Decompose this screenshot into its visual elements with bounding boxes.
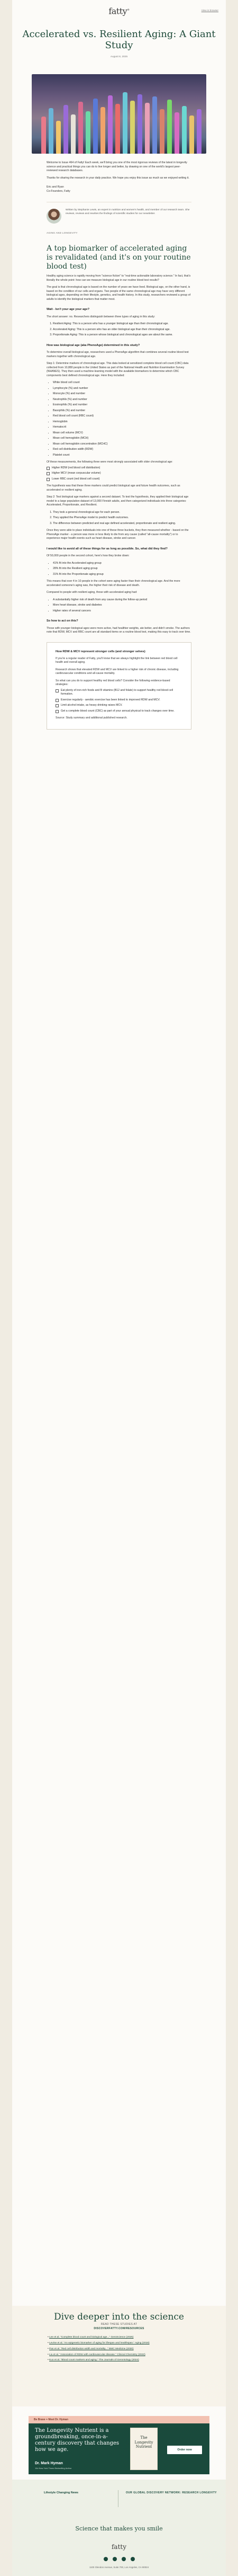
body-paragraph: To determine overall biological age, researchers used a PhenoAge algorithm that combines several routine blood test markers together with chronological age. — [47, 351, 189, 358]
order-now-button[interactable]: Order now — [167, 2446, 202, 2454]
newsletter-card — [12, 0, 226, 2576]
checkbox-label: Eat plenty of iron-rich foods and B vitamins (B12 and folate) to support healthy red blood cell formation. — [61, 688, 173, 696]
dive-deeper-heading: Dive deeper into the science — [54, 2312, 184, 2322]
ad-quote: The Longevity Nutrient is a groundbreaking, once-in-a-century discovery that changes how we age. — [35, 2428, 120, 2453]
study-link[interactable]: Lee et al. "Complete blood count and biological age..." GeroScience (2025) — [49, 2336, 134, 2339]
list-item: • Higher rates of several cancers — [53, 609, 191, 614]
checkbox-label: Get a complete blood count (CBC) as part of your annual physical to track changes over time. — [61, 709, 175, 713]
youtube-icon[interactable] — [131, 2557, 135, 2561]
sidebar-paragraph: Research shows that elevated RDW and MCV are linked to a higher risk of chronic disease, including cardiovascular conditions and all-cause mortality. — [56, 668, 179, 676]
checkbox-item — [47, 472, 191, 476]
title-block — [12, 21, 226, 74]
risk-list — [47, 598, 191, 614]
list-item: • Platelet count — [53, 454, 191, 458]
body-paragraph: This means that over 4 in 10 people in the cohort were aging faster than their chronological age. And the more accelerated someone's aging was, the higher their risk of disease and death. — [47, 580, 180, 587]
checkbox-item — [47, 477, 191, 482]
social-icons — [12, 2557, 226, 2561]
footer-logo[interactable]: fatty — [111, 2543, 127, 2551]
header — [12, 0, 226, 21]
checkbox-label: Exercise regularly - aerobic exercise has been linked to improved RDW and MCV. — [61, 698, 160, 701]
footer-brand-left: Lifestyle Changing News — [44, 2491, 79, 2494]
dive-deeper-section — [12, 2306, 226, 2406]
body-paragraph: Compared to people with resilient aging, those with accelerated aging had: — [47, 591, 138, 594]
article-body — [12, 274, 226, 634]
list-item: • Mean cell hemoglobin concentration (MCHC) — [53, 442, 191, 447]
checkbox-label: Higher RDW (red blood cell distribution) — [52, 466, 100, 469]
intro-section — [12, 161, 226, 193]
sidebar-paragraph: So what can you do to support healthy red blood cells? Consider the following evidence-based strategies: — [56, 679, 170, 687]
list-item: • More heart disease, stroke and diabetes — [53, 603, 191, 608]
body-paragraph: The short answer: no. Researchers distinguish between three types of aging in this study: — [47, 315, 155, 318]
checkbox-item — [56, 704, 182, 708]
subheading: I would like to avoid all of these things for as long as possible. So, what did they find? — [47, 547, 168, 550]
list-item: • Eosinophils (%) and number — [53, 403, 191, 407]
author-byline — [47, 202, 191, 224]
signature — [47, 185, 191, 193]
resources-link[interactable]: DISCOVERFATTY.COM/RESOURCES — [94, 2326, 144, 2330]
intro-paragraph: Thanks for sharing the research in your daily practice. We hope you enjoy this issue as much as we enjoyed writing it. — [47, 176, 189, 180]
list-item: • White blood cell count — [53, 381, 191, 385]
article-date: August 8, 2025 — [110, 56, 128, 58]
list-item: 2. They applied the PhenoAge model to predict health outcomes. — [53, 516, 191, 520]
signature-title: Co-Founders, Fatty — [47, 189, 70, 193]
footer-brand-right: OUR GLOBAL DISCOVERY NETWORK: RESEARCH LONGEVITY — [126, 2491, 217, 2494]
list-item: • Lymphocyte (%) and number — [53, 387, 191, 391]
fatty-logo[interactable]: fatty® — [108, 5, 130, 16]
list-item: • Mean cell volume (MCV) — [53, 431, 191, 436]
cohort-list — [47, 562, 191, 577]
checkbox-item — [56, 698, 182, 703]
body-paragraph: Once they were able to place individuals into one of these three buckets, they then measured whether - based on the PhenoAge marker - a person was more or less likely to die from any cause (called "all-cause mortality") or to experience major health events such as heart disease, stroke and cancer. — [47, 529, 189, 540]
checkbox-icon — [56, 704, 59, 707]
list-item: • Red cell distribution width (RDW) — [53, 448, 191, 452]
list-item: • Hematocrit — [53, 425, 191, 430]
checkbox-icon — [47, 467, 50, 470]
study-link-item: • Lee et al. "Complete blood count and biological age..." GeroScience (2025) — [48, 2336, 134, 2339]
markers-list — [47, 381, 191, 457]
section-tag: AGING AND LONGEVITY — [47, 232, 78, 234]
facebook-icon[interactable] — [104, 2557, 108, 2561]
checkbox-label: Higher MCV (mean corpuscular volume) — [52, 472, 101, 475]
dive-deeper-sub — [12, 2323, 226, 2331]
footer-slogan: Science that makes you smile — [75, 2525, 163, 2532]
view-in-browser-link[interactable]: View in browser — [201, 9, 218, 12]
footer — [12, 2480, 226, 2576]
logo-text: fatty — [108, 5, 127, 16]
study-link[interactable]: Levine et al. "An epigenetic biomarker of aging for lifespan and healthspan." Aging (2018) — [49, 2342, 150, 2345]
study-links-list — [48, 2336, 190, 2362]
subheading: So how to act on this? — [47, 619, 78, 623]
ad-author: Dr. Mark Hyman — [35, 2462, 63, 2465]
footer-address: 1100 Glendon Avenue, Suite 700, Los Angeles, CA 90024 — [89, 2566, 149, 2569]
sidebar-paragraph: Source: Study summary and additional published research. — [56, 716, 127, 720]
article-title: Accelerated vs. Resilient Aging: A Giant Study — [22, 29, 216, 51]
sidebar-heading: How RDW & MCV represent stronger cells (and stronger selves) — [56, 650, 145, 653]
study-link-item: • Pan et al. "Red cell distribution width and mortality..." BMC Medicine (2020) — [48, 2347, 134, 2350]
list-item: 1. Resilient Aging: This is a person who has a younger biological age than their chronological age. — [53, 322, 191, 326]
sidebar-paragraph: If you're a regular reader of Fatty, you'll know that we always highlight the link between red blood cell health and overall aging. — [56, 656, 178, 664]
list-item: 2. Accelerated Aging: This is a person who has an older biological age than their chronological age. — [53, 328, 191, 332]
checkbox-item — [56, 689, 182, 697]
byline-text: Written by Stephanie Lewis, an expert in nutrition and women's health, and member of our research team. She reviews, reviews and rewrites the findings of scientific studies for our newsletter. — [66, 209, 190, 215]
list-item: • Basophils (%) and number — [53, 409, 191, 413]
list-item: • Neutrophils (%) and number — [53, 398, 191, 402]
body-paragraph: Step 2: Test biological age markers against a second dataset. To test the hypothesis, they applied their biological age model to a large population dataset of 13,000 Finnish adults, and then categorized individuals into three categories: Accelerated, Proportionate, and Resilient. — [47, 495, 189, 507]
checkbox-item — [47, 466, 191, 470]
list-item: • Red blood cell count (RBC count) — [53, 414, 191, 419]
list-item: • Monocyte (%) and number — [53, 392, 191, 396]
body-paragraph: Those with younger biological ages were more active, had healthier weights, ate better, and didn't smoke. The authors note that RDW, MCV and RBC count are all standard items on a routine blood test, making this easy to track over time. — [47, 626, 191, 634]
book-cover: The Longevity Nutrient — [130, 2428, 158, 2470]
checkbox-label: Lower RBC count (red blood cell count) — [52, 477, 100, 481]
section-heading: A top biomarker of accelerated aging is revalidated (and it's on your routine blood test) — [47, 244, 191, 271]
study-link-item: • Kuo et al. "Blood count markers and aging." The Journals of Gerontology (2024) — [48, 2359, 139, 2362]
body-paragraph: Healthy aging science is rapidly moving from "science fiction" to "real-time actionable laboratory science." In fact, that's literally the whole point: how can we measure biological age in our routine blood test results? — [47, 274, 191, 282]
list-item: 3. Proportionate Aging: This is a person whose biological and chronological ages are about the same. — [53, 333, 191, 337]
study-link-item: • Liu et al. "Association of RDW with cardiovascular disease." Clinical Chemistry (2022) — [48, 2353, 145, 2356]
sidebar-box — [47, 642, 191, 730]
list-item: • 41% fit into the Accelerated aging group — [53, 562, 191, 566]
ad-author-subtitle: 16x New York Times Bestselling Author — [35, 2467, 72, 2470]
checkbox-icon — [56, 710, 59, 713]
ad-bar: Be Brave + Meet Dr. Hyman — [29, 2416, 209, 2423]
list-item: 3. The difference between predicted and real age defined accelerated, proportionate and resilient aging. — [53, 522, 191, 526]
list-item: • Mean cell hemoglobin (MCH) — [53, 437, 191, 441]
author-avatar — [47, 209, 61, 224]
instagram-icon[interactable] — [113, 2557, 117, 2561]
checkbox-label: Limit alcohol intake, as heavy drinking raises MCV. — [61, 704, 123, 707]
checkbox-icon — [56, 699, 59, 702]
list-item: • A substantially higher risk of death from any cause during the follow-up period — [53, 598, 191, 602]
body-paragraph: The goal is that chronological age is based on the number of years we have lived. Biological age, on the other hand, is based on the condition of our cells and organs. Two people of the same chronological age may have very different biological ages, depending on their lifestyle, genetics, and health history. In this study, researchers reviewed a group of adults to identify the biological markers that matter most. — [47, 286, 191, 301]
study-link[interactable]: Kuo et al. "Blood count markers and aging." The Journals of Gerontology (2024) — [49, 2359, 139, 2362]
body-paragraph: Of 50,000 people in the second cohort, here's how they broke down: — [47, 554, 130, 558]
sponsor-ad[interactable] — [29, 2416, 209, 2474]
signature-names: Eric and Ryan — [47, 185, 64, 189]
intro-paragraph: Welcome to Issue 464 of Fatty! Each week, we'll bring you one of the most rigorous reviews of the latest in longevity science and practical things you can do to live longer and better, by drawing on one of the world's largest peer-reviewed research databases. — [47, 161, 187, 172]
study-link[interactable]: Liu et al. "Association of RDW with cardiovascular disease." Clinical Chemistry (2022) — [49, 2353, 145, 2356]
x-icon[interactable] — [122, 2557, 126, 2561]
dive-deeper-sub-1: READ THESE STUDIES AT — [100, 2323, 138, 2326]
checkbox-item — [56, 709, 182, 714]
list-item: • Hemoglobin — [53, 420, 191, 424]
list-item: • 28% fit into the Resilient aging group — [53, 567, 191, 571]
checkbox-icon — [47, 472, 50, 475]
checkbox-icon — [47, 478, 50, 481]
checkbox-icon — [56, 689, 59, 692]
aging-types-list — [47, 322, 191, 337]
body-paragraph: Step 1: Determine markers of chronological age. This data looked at sensitized complete blood cell count (CBC) data collected from 10,880 people in the United States as part of the National Health and Nutrition Examination Survey (NHANES). They then used a machine-learning model with the available biomarkers to determine which CBC components best defined chronological age. Here they included: — [47, 362, 189, 377]
study-link-item: • Levine et al. "An epigenetic biomarker of aging for lifespan and healthspan." Aging (2018) — [48, 2342, 150, 2345]
body-paragraph: Of these measurements, the following three were most strongly associated with older chronological age: — [47, 460, 173, 464]
body-paragraph: The hypothesis was that these three markers could predict biological age and future health outcomes, such as accelerated or resilient aging. — [47, 484, 180, 492]
steps-list — [47, 511, 191, 526]
hero-image — [32, 74, 206, 154]
subheading: Wait - Isn't your age your age? — [47, 308, 89, 312]
subheading: How was biological age (aka PhenoAge) determined in this study? — [47, 343, 140, 347]
list-item: 1. They took a general chronological age for each person. — [53, 511, 191, 515]
study-link[interactable]: Pan et al. "Red cell distribution width and mortality..." BMC Medicine (2020) — [49, 2347, 134, 2350]
list-item: • 31% fit into the Proportionate aging group — [53, 573, 191, 577]
